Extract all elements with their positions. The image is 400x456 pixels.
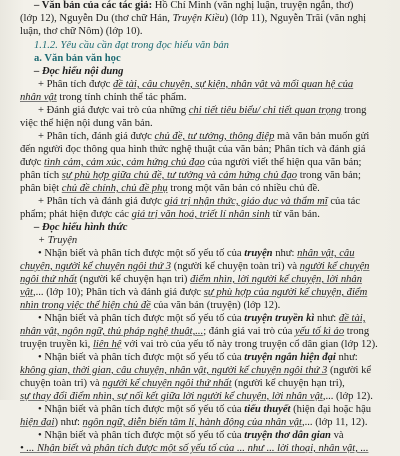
bullet-1 [20,79,392,92]
bullet-3-text-h: phân biệt [20,183,62,194]
document-body [20,0,392,456]
point-1-text-a: • Nhận biết và phân tích được một số yếu tố của [38,248,245,259]
heading-noi-dung-text: – Đọc hiểu nội dung [34,66,124,77]
bullet-1-text-b: trong tính chỉnh thể tác phẩm. [56,92,187,103]
point-1-text-d: (người kể chuyện hạn tri) [76,274,191,285]
point-1-cont-2 [20,274,392,287]
subsection-heading-a [20,53,392,66]
point-5 [20,430,392,443]
point-2-cont [20,326,392,339]
point-4-cont [20,417,392,430]
point-1-text-f: của văn bản (truyện) (lớp 12). [150,300,281,311]
point-2 [20,313,392,326]
point-5-text-a: • Nhận biết và phân tích được một số yếu tố của [38,430,245,441]
point-3-text-f: ,... (lớp 12). [322,391,373,402]
heading-noi-dung [20,66,392,79]
point-2-emph-3: yếu tố kì ảo [295,326,345,337]
point-3-text-d: chuyện toàn tri) và [20,378,103,389]
bullet-4 [20,196,392,209]
bullet-4-text-b: của tác [327,196,361,207]
authors-line-3 [20,26,392,39]
bullet-3-text-i: trong một văn bản có nhiều chủ đề. [167,183,320,194]
point-4-emph: hiện đại [20,417,55,428]
point-4-text-b: (hiện đại hoặc hậu [290,404,372,415]
authors-text-4: luận, thơ chữ Nôm) (lớp 10). [20,26,143,37]
point-5-text-b: và [330,430,344,441]
subsection-a-text: a. Văn bản văn học [34,53,121,64]
point-3 [20,352,392,365]
bullet-3-text-e: của người viết thể hiện qua văn bản; [204,157,362,168]
point-3-text-a: • Nhận biết và phân tích được một số yếu tố của [38,352,245,363]
point-1-text-c: (người kể chuyện toàn tri) và [171,261,300,272]
point-2-cont-2 [20,339,392,352]
bullet-2 [20,105,392,118]
point-3-cont [20,365,392,378]
bullet-4-text-c: phẩm; phát hiện được các [20,209,132,220]
point-1 [20,248,392,261]
point-1-genre: truyện [244,248,273,259]
bullet-1-cont [20,92,392,105]
authors-intro: – Văn bản của các tác giả: [34,0,155,11]
point-2-text-c: ; đánh giá vai trò của [203,326,295,337]
bullet-2-text-c: việc thể hiện nội dung văn bản. [20,118,153,129]
bullet-2-cont [20,118,392,131]
point-1-emph-6: vật [20,287,33,298]
point-1-text-e: ,... (lớp 10); Phân tích và đánh giá được [32,287,204,298]
heading-truyen [20,235,392,248]
point-1-emph-8: nhìn trong việc thể hiện chủ đề [20,300,151,311]
bullet-3-emph-2: tình cảm, cảm xúc, cảm hứng chủ đạo [44,157,205,168]
bullet-3-text-d: được [20,157,44,168]
heading-hinh-thuc [20,222,392,235]
point-4-text-a: • Nhận biết và phân tích được một số yếu tố của [38,404,245,415]
heading-truyen-text: + Truyện [38,235,78,246]
point-2-emph-2: nhân vật, ngôn ngữ, thủ pháp nghệ thuật,... [20,326,204,337]
point-2-text-a: • Nhận biết và phân tích được một số yếu tố của [38,313,245,324]
point-3-emph-2: người kể chuyện ngôi thứ nhất [102,378,232,389]
bullet-4-cont [20,209,392,222]
point-1-emph-2: chuyện, người kể chuyện ngôi thứ 3 [20,261,172,272]
bullet-4-emph-2: giá trị văn hoá, triết lí nhân sinh [131,209,270,220]
point-4-text-d: ,... (lớp 11, 12). [301,417,368,428]
point-2-text-e: truyện truyền kì, [20,339,93,350]
point-2-genre: truyện truyền kì [244,313,315,324]
bullet-3-text-g: trong văn bản; [297,170,361,181]
point-1-text-b: như: [272,248,298,259]
point-4-genre: tiểu thuyết [244,404,291,415]
section-heading [20,40,392,53]
bullet-3-cont-2 [20,157,392,170]
bullet-3 [20,131,392,144]
bullet-3-text-f: phân tích [20,170,62,181]
bullet-3-cont-4 [20,183,392,196]
bullet-2-emph: chi tiết tiêu biểu/ chi tiết quan trọng [188,105,342,116]
bullet-3-emph-4: chủ đề chính, chủ đề phụ [61,183,168,194]
point-3-text-b: như: [335,352,358,363]
authors-text-2: (lớp 12), Nguyễn Du (thơ chữ Hán, [20,13,173,24]
bullet-3-text-c: đến người đọc thông qua hình thức nghệ thuật của văn bản; Phân tích và đánh giá [20,144,366,155]
point-5-cut-text: • ... Nhận biết và phân tích được một số yếu tố của ... như ... lời thoại, nhân vật, ... [20,443,369,454]
bullet-2-text-b: trong [341,105,367,116]
point-2-emph-4: liên hệ [92,339,122,350]
bullet-3-emph: chủ đề, tư tưởng, thông điệp [154,131,275,142]
point-3-emph-3: sự thay đổi điểm nhìn, sự nối kết giữa lời người kể chuyện, lời nhân vật [20,391,323,402]
point-1-emph-5: điểm nhìn, lời người kể chuyện, lời nhân [190,274,363,285]
bullet-4-text-a: + Phân tích và đánh giá được [38,196,165,207]
point-1-cont-3 [20,287,392,300]
point-1-emph: nhân vật, câu [297,248,355,259]
bullet-2-text-a: + Đánh giá được vai trò của những [38,105,189,116]
bullet-4-emph: giá trị nhận thức, giáo dục và thẩm mĩ [164,196,328,207]
point-1-cont-4 [20,300,392,313]
point-5-genre: truyện thơ dân gian [244,430,331,441]
bullet-3-text-a: + Phân tích, đánh giá được [38,131,155,142]
bullet-3-cont-3 [20,170,392,183]
bullet-1-emph: đề tài, câu chuyện, sự kiện, nhân vật và mối quan hệ của [112,79,354,90]
heading-hinh-thuc-text: – Đọc hiểu hình thức [34,222,128,233]
bullet-3-text-b: mà văn bản muốn gửi [274,131,370,142]
point-3-text-c: (người kể [327,365,372,376]
point-3-genre: truyện ngắn hiện đại [244,352,336,363]
point-1-emph-7: sự phù hợp của người kể chuyện, điểm [203,287,368,298]
point-1-emph-3: người kể chuyện [299,261,370,272]
bullet-4-text-d: từ văn bản. [269,209,320,220]
point-2-text-b: như: [314,313,339,324]
point-3-cont-3 [20,391,392,404]
authors-text-3: ) (lớp 11), Nguyễn Trãi (văn nghị [224,13,367,24]
authors-line-2 [20,13,392,26]
authors-line [20,0,392,13]
authors-text: Hồ Chí Minh (văn nghị luận, truyện ngắn, thơ) [154,0,354,11]
bullet-3-emph-3: sự phù hợp giữa chủ đề, tư tưởng và cảm hứng chủ đạo [61,170,298,181]
point-4 [20,404,392,417]
point-3-cont-2 [20,378,392,391]
bullet-1-emph-2: nhân vật [20,92,57,103]
point-4-text-c: ) như: [54,417,83,428]
truyen-kieu-title: Truyện Kiều [172,13,225,24]
point-2-emph: đề tài, [338,313,366,324]
point-3-text-e: (người kể chuyện hạn tri), [231,378,345,389]
bullet-1-text-a: + Phân tích được [38,79,113,90]
point-1-emph-4: ngôi thứ nhất [20,274,77,285]
point-1-cont [20,261,392,274]
point-5-cont [20,443,392,455]
point-2-text-f: với vai trò của yếu tố này trong truyện cổ dân gian (lớp 12). [121,339,378,350]
point-4-emph-2: ngôn ngữ, diễn biến tâm lí, hành động của nhân vật [82,417,302,428]
bullet-3-cont [20,144,392,157]
point-2-text-d: trong [344,326,370,337]
section-heading-text: 1.1.2. Yêu cầu cần đạt trong đọc hiểu văn bản [34,39,229,51]
point-3-emph: không gian, thời gian, câu chuyện, nhân vật, người kể chuyện ngôi thứ 3 [20,365,328,376]
